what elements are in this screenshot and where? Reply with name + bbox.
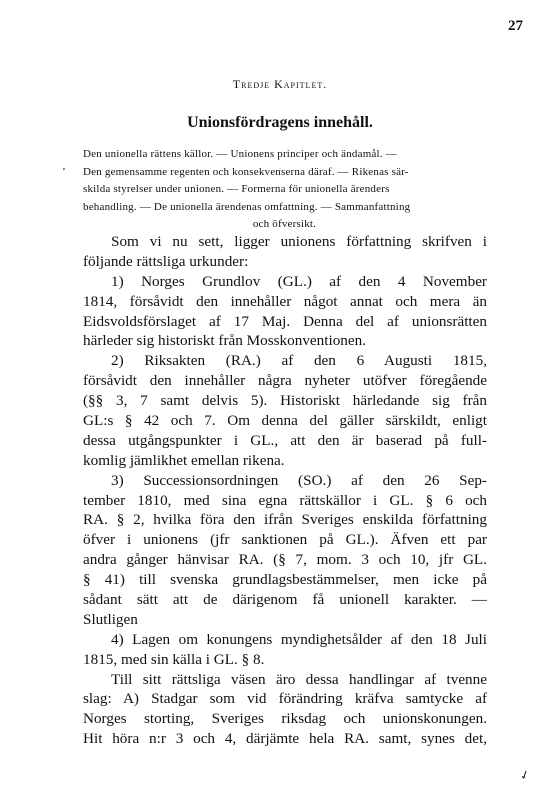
body-line: 1815, med sin källa i GL. § 8. — [83, 650, 265, 668]
summary-line: Den gemensamme regenten och konsekvenserna däraf. — Rikenas sär- — [83, 165, 409, 178]
page-number: 27 — [508, 18, 523, 34]
body-line: (§§ 3, 7 samt delvis 5). Historiskt härledande sig från — [83, 392, 487, 410]
body-line: öfver i unionens (jfr sanktionen på GL.). Äfven ett par — [83, 531, 487, 549]
body-line: GL:s § 42 och 7. Om denna del gäller särskildt, enligt — [83, 412, 487, 430]
body-line: § 41) till svenska grundlagsbestämmelser, men icke på — [83, 571, 487, 589]
chapter-summary — [83, 146, 486, 234]
chapter-heading: Tredje Kapitlet. — [232, 77, 328, 91]
body-line: Norges storting, Sveriges riksdag och unionskonungen. — [83, 710, 487, 728]
body-line: 3) Successionsordningen (SO.) af den 26 Sep- — [111, 471, 487, 489]
summary-line: Den unionella rättens källor. — Unionens principer och ändamål. — — [83, 148, 397, 160]
body-line: försåvidt den innehåller några nyheter utöfver föregående — [83, 372, 487, 390]
body-line: Som vi nu sett, ligger unionens författning skrifven i — [111, 233, 487, 250]
body-line: tember 1810, med sina egna rättskällor i GL. § 6 och — [83, 491, 487, 509]
bottom-pencil-mark: ✓ — [517, 766, 532, 784]
summary-line: skilda styrelser under unionen. — Formerna för unionella ärenders — [83, 183, 390, 195]
body-line: Till sitt rättsliga väsen äro dessa handlingar af tvenne — [111, 670, 487, 688]
body-line: 4) Lagen om konungens myndighetsålder af den 18 Juli — [111, 630, 487, 648]
body-line: Eidsvoldsförslaget af 17 Maj. Denna del af unionsrätten — [83, 312, 487, 330]
body-line: RA. § 2, hvilka föra den ifrån Sveriges enskilda författning — [83, 511, 487, 529]
summary-line: och öfversikt. — [252, 218, 317, 230]
body-line: härleder sig historiskt från Mosskonventionen. — [83, 332, 367, 350]
body-line: 1814, försåvidt den innehåller något annat och mera än — [83, 292, 487, 310]
body-line: andra gånger hänvisar RA. (§ 7, mom. 3 och 10, jfr GL. — [83, 551, 487, 569]
body-line: följande rättsliga urkunder: — [83, 252, 249, 270]
body-line: Hit höra n:r 3 och 4, därjämte hela RA. samt, synes det, — [83, 730, 487, 748]
body-line: dessa utgångspunkter i GL., att den är baserad på full- — [83, 431, 487, 449]
body-line: sådant sätt att de därigenom få unionell karakter. — — [83, 591, 487, 609]
body-line: 2) Riksakten (RA.) af den 6 Augusti 1815, — [111, 352, 487, 370]
margin-tick-mark: ʼ — [62, 166, 66, 178]
body-text — [83, 232, 487, 749]
summary-line: behandling. — De unionella ärendenas omfattning. — Sammanfattning — [83, 200, 411, 213]
body-line: 1) Norges Grundlov (GL.) af den 4 November — [111, 272, 487, 290]
section-title: Unionsfördragens innehåll. — [187, 114, 373, 131]
body-line: slag: A) Stadgar som vid förändring kräfva samtycke af — [83, 690, 487, 708]
body-line: Slutligen — [83, 610, 138, 628]
body-line: komlig jämlikhet emellan rikena. — [83, 451, 285, 469]
